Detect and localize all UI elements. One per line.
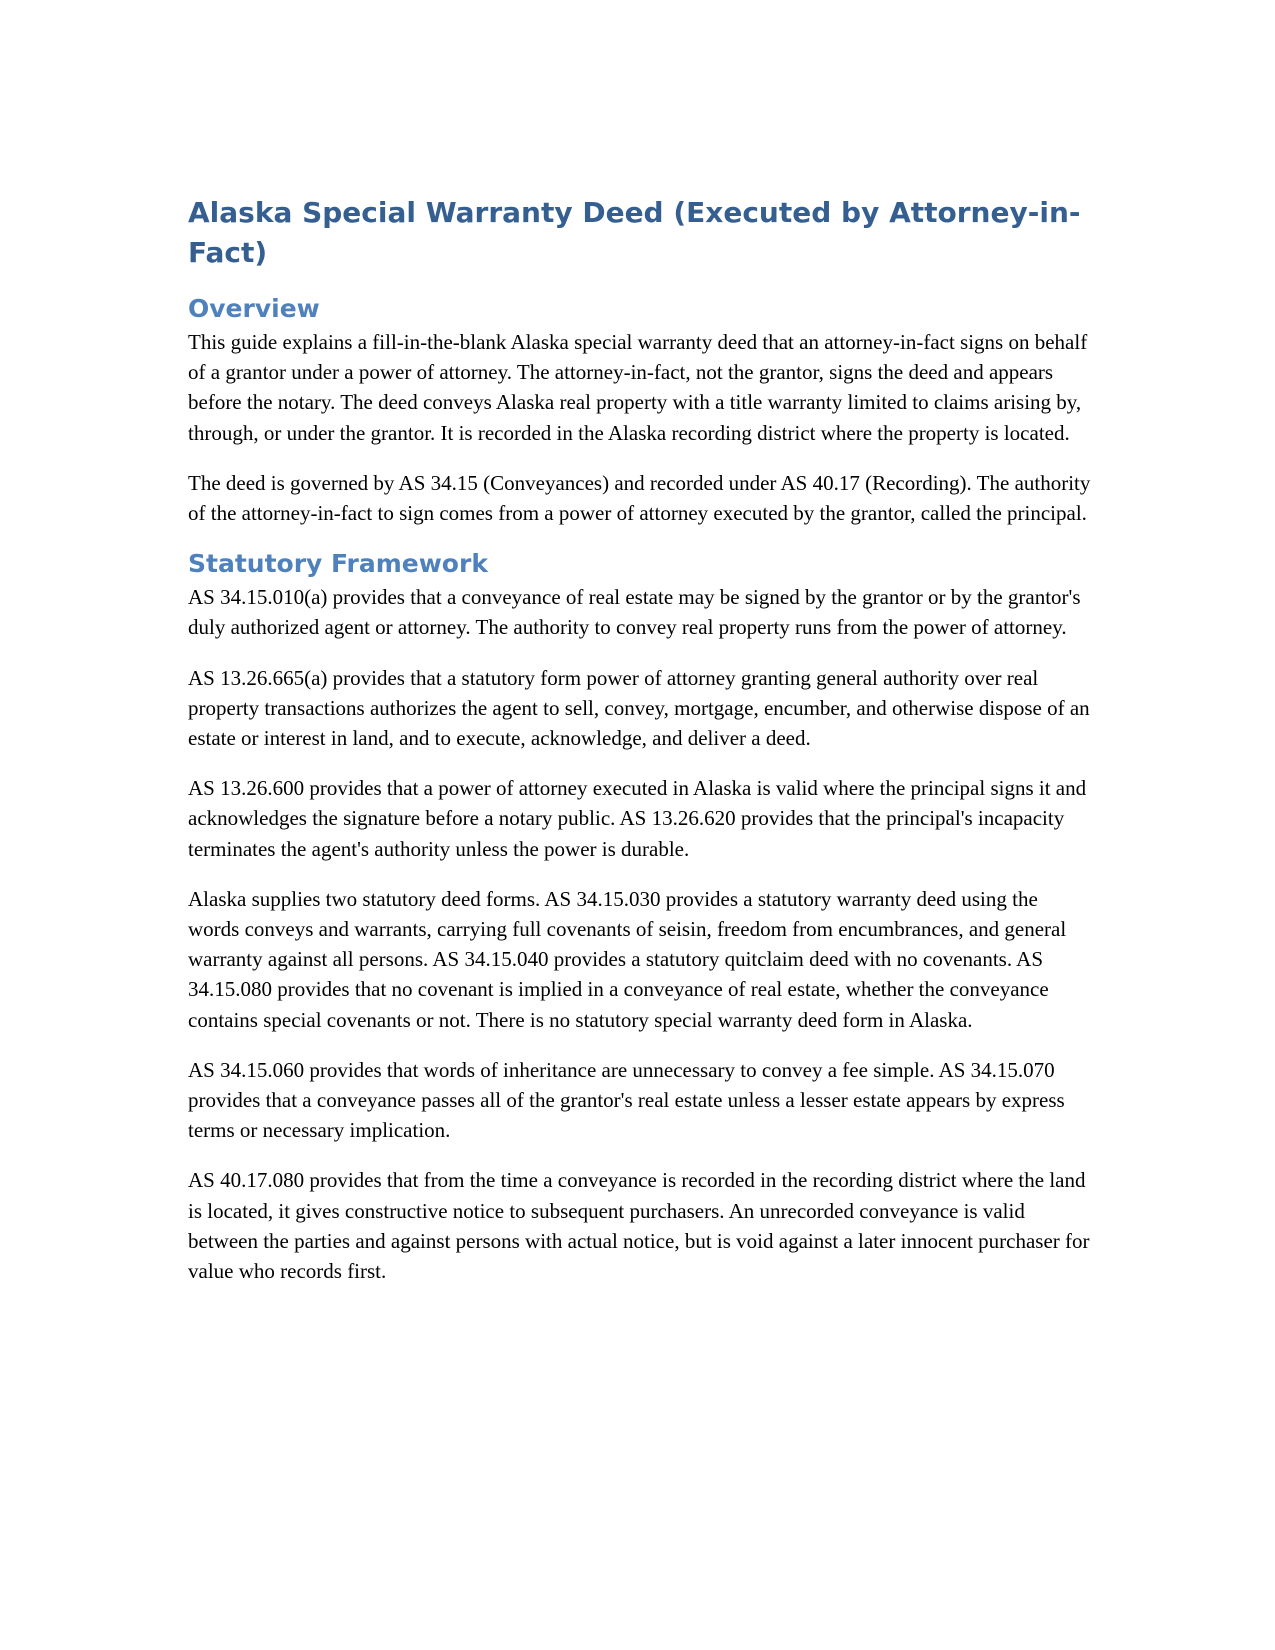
statutory-paragraph-5: AS 34.15.060 provides that words of inheritance are unnecessary to convey a fee simple. AS 34.15.070 provides that a conveyance passes all of the grantor's real estate unless a lesser estate appears by express terms or necessary implication. <box>188 1057 1065 1143</box>
section-heading-overview: Overview <box>188 294 320 323</box>
statutory-paragraph-3: AS 13.26.600 provides that a power of attorney executed in Alaska is valid where the principal signs it and acknowledges the signature before a notary public. AS 13.26.620 provides that the principal's incapacity terminates the agent's authority unless the power is durable. <box>188 776 1087 861</box>
statutory-paragraph-6: AS 40.17.080 provides that from the time a conveyance is recorded in the recording district where the land is located, it gives constructive notice to subsequent purchasers. An unrecorded conveyance is valid between the parties and against persons with actual notice, but is void against a later innocent purchaser for value who records first. <box>188 1168 1090 1284</box>
document-title: Alaska Special Warranty Deed (Executed by Attorney-in-Fact) <box>188 196 1081 269</box>
overview-paragraph-2: The deed is governed by AS 34.15 (Conveyances) and recorded under AS 40.17 (Recording). The authority of the attorney-in-fact to sign comes from a power of attorney executed by the grantor, called the principal. <box>188 470 1091 526</box>
statutory-paragraph-4: Alaska supplies two statutory deed forms. AS 34.15.030 provides a statutory warranty deed using the words conveys and warrants, carrying full covenants of seisin, freedom from encumbrances, and general warranty against all persons. AS 34.15.040 provides a statutory quitclaim deed with no covenants. AS 34.15.080 provides that no covenant is implied in a conveyance of real estate, whether the conveyance contains special covenants or not. There is no statutory special warranty deed form in Alaska. <box>188 886 1067 1032</box>
overview-paragraph-1: This guide explains a fill-in-the-blank Alaska special warranty deed that an attorney-in-fact signs on behalf of a grantor under a power of attorney. The attorney-in-fact, not the grantor, signs the deed and appears before the notary. The deed conveys Alaska real property with a title warranty limited to claims arising by, through, or under the grantor. It is recorded in the Alaska recording district where the property is located. <box>188 330 1088 445</box>
statutory-paragraph-1: AS 34.15.010(a) provides that a conveyance of real estate may be signed by the grantor or by the grantor's duly authorized agent or attorney. The authority to convey real property runs from the power of attorney. <box>188 585 1081 640</box>
document-page <box>188 193 1093 1306</box>
section-heading-statutory-framework: Statutory Framework <box>188 549 488 579</box>
statutory-paragraph-2: AS 13.26.665(a) provides that a statutory form power of attorney granting general authority over real property transactions authorizes the agent to sell, convey, mortgage, encumber, and otherwise dispose of an estate or interest in land, and to execute, acknowledge, and deliver a deed. <box>188 665 1090 751</box>
